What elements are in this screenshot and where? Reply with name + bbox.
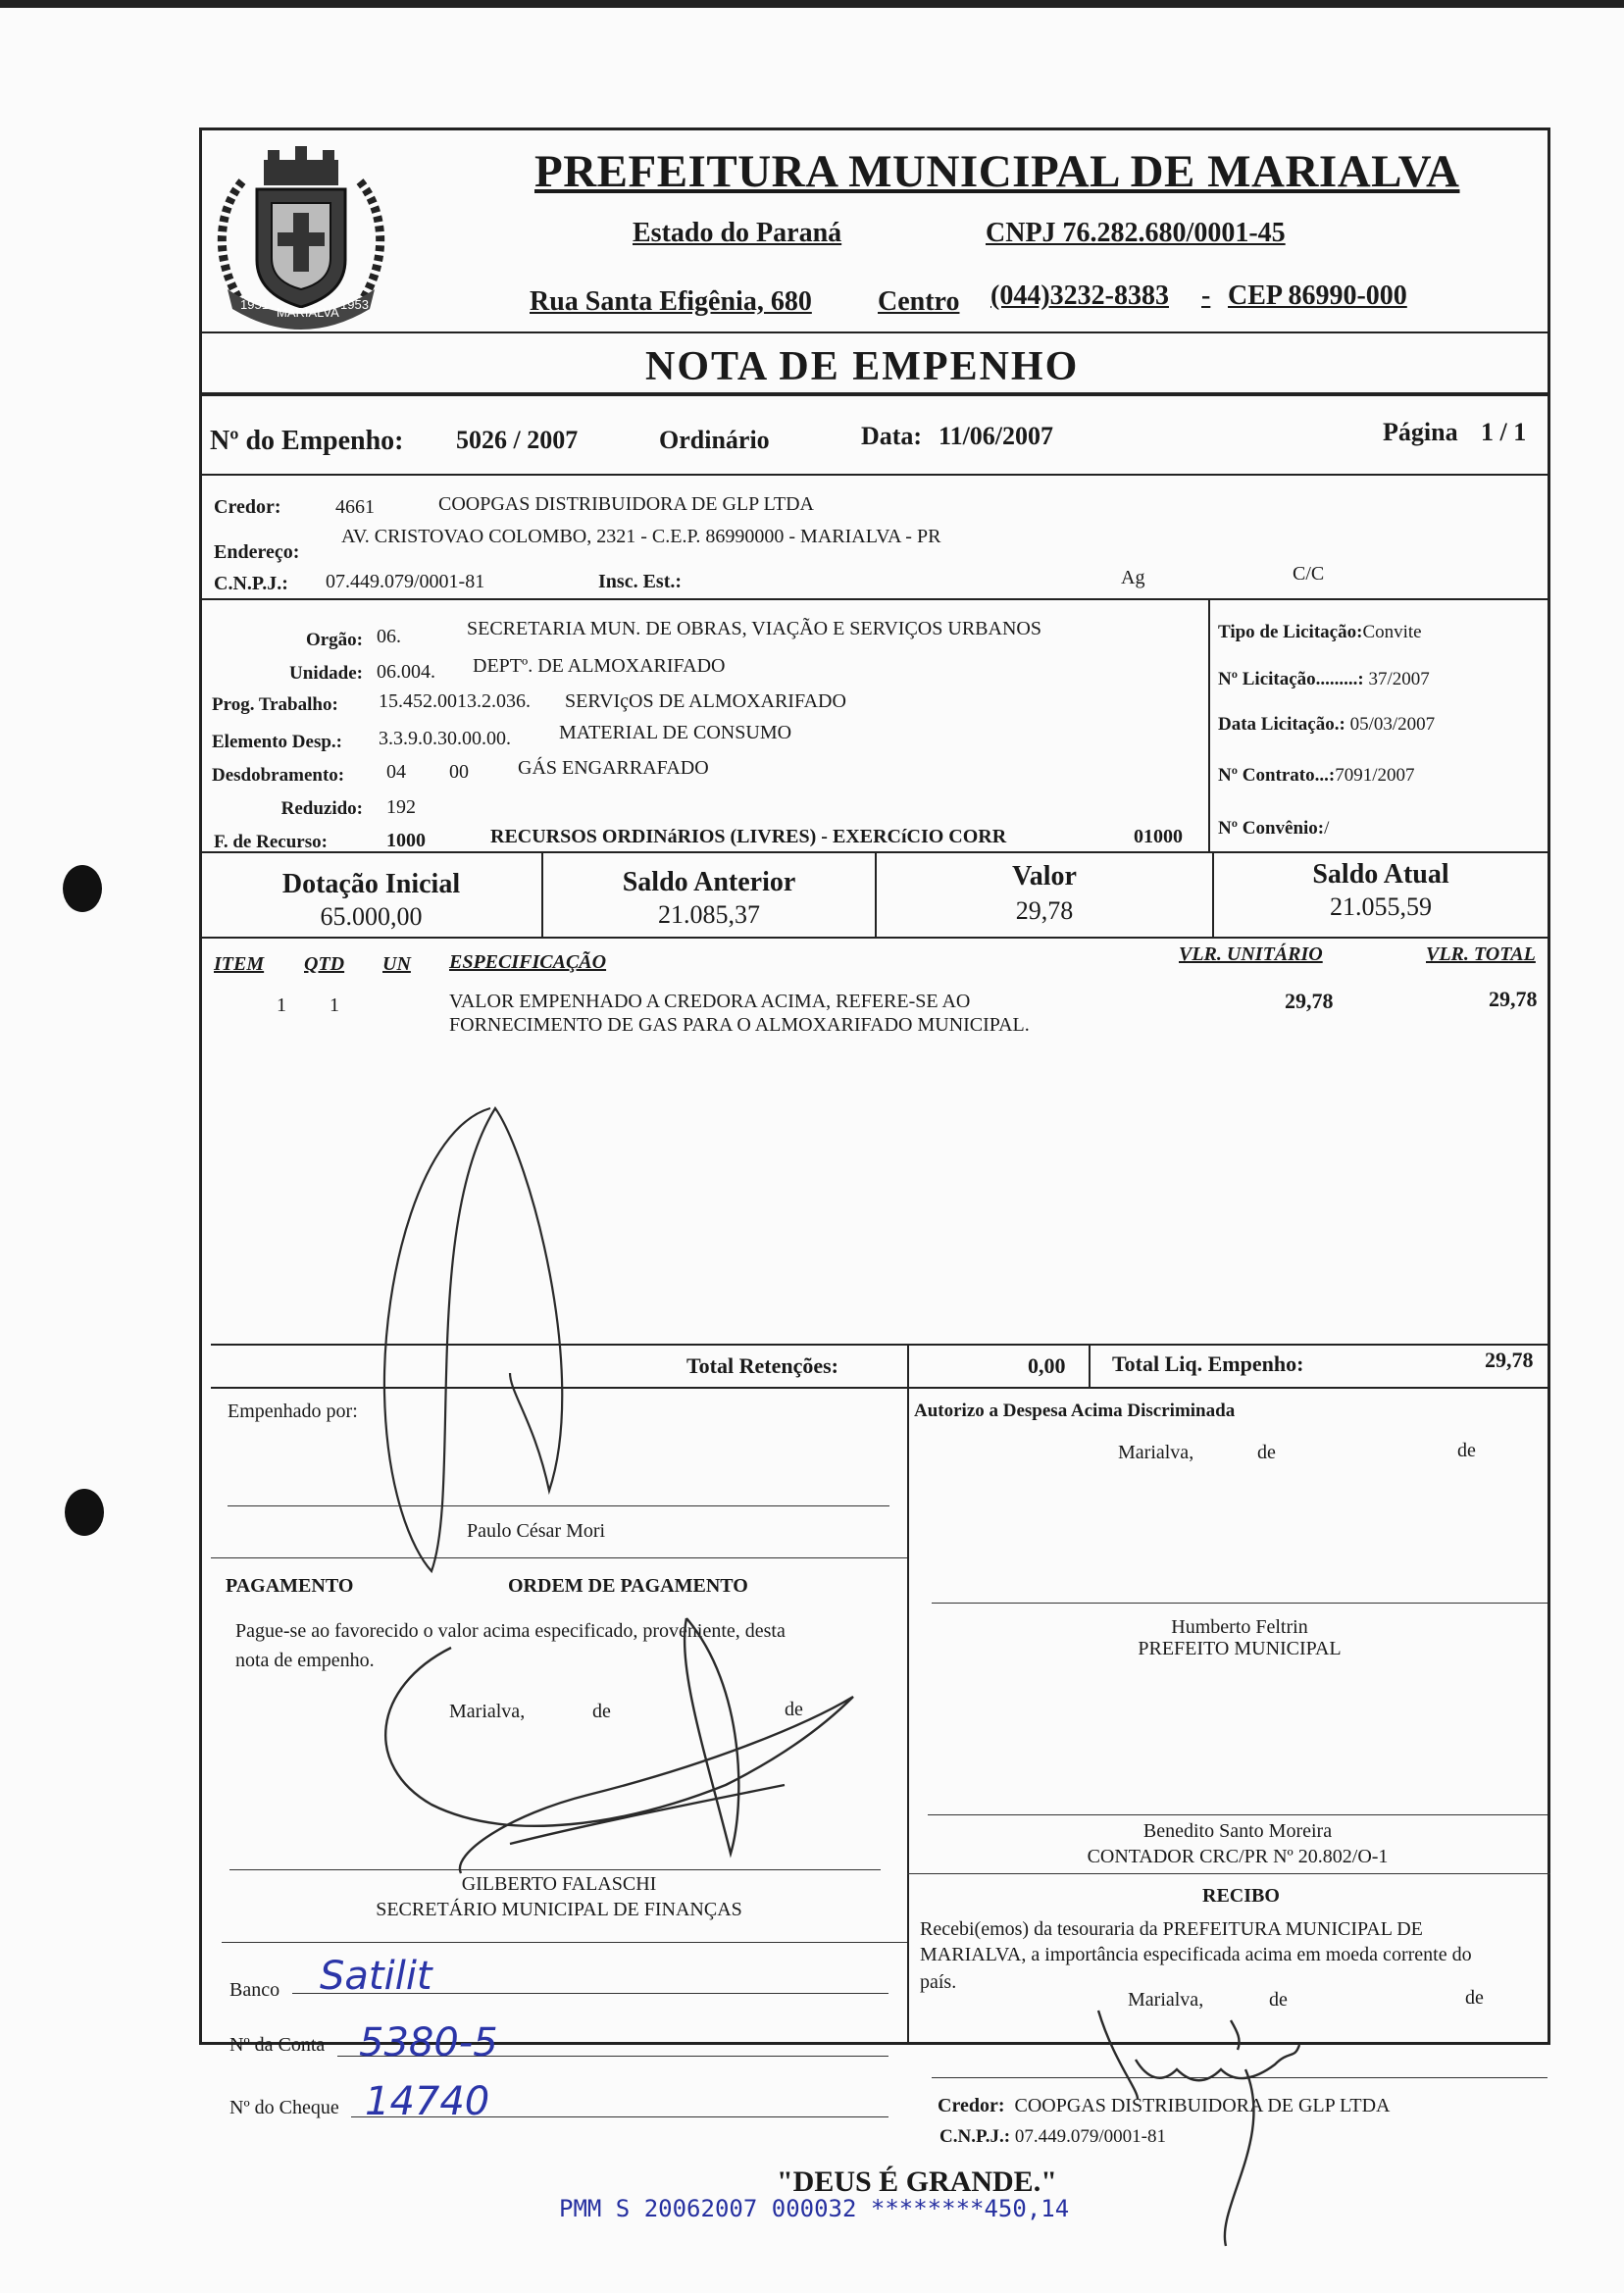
conta-label: Nº da Conta <box>229 2034 326 2056</box>
autorizo-label: Autorizo a Despesa Acima Discriminada <box>914 1401 1236 1421</box>
crest-name: MARIALVA <box>277 305 339 320</box>
header-separator: - <box>1201 280 1211 311</box>
item-numero: 1 <box>277 994 286 1016</box>
credor-nome: COOPGAS DISTRIBUIDORA DE GLP LTDA <box>438 493 814 515</box>
estado: Estado do Paraná <box>633 218 842 248</box>
unidade-descricao: DEPTº. DE ALMOXARIFADO <box>473 655 726 677</box>
prefeito-cargo: PREFEITO MUNICIPAL <box>1138 1638 1342 1659</box>
data-licitacao-valor: 05/03/2007 <box>1349 714 1436 735</box>
pagamento-de-1: de <box>592 1701 611 1722</box>
elemento-label: Elemento Desp.: <box>212 732 342 752</box>
saldo-atual-label: Saldo Atual <box>1312 859 1449 890</box>
col-vlr-unitario: VLR. UNITÁRIO <box>1179 943 1323 965</box>
endereco-prefeitura: Rua Santa Efigênia, 680 <box>530 286 812 317</box>
recibo-de-2: de <box>1465 1987 1484 2009</box>
numero-licitacao-label: Nº Licitação.........: <box>1218 669 1364 689</box>
ag-label: Ag <box>1121 567 1145 588</box>
valor: 29,78 <box>1015 896 1074 925</box>
orgao-descricao: SECRETARIA MUN. DE OBRAS, VIAÇÃO E SERVIÇOS URBANOS <box>467 618 1041 639</box>
page-title: PREFEITURA MUNICIPAL DE MARIALVA <box>534 146 1460 197</box>
pagamento-texto-l2: nota de empenho. <box>235 1650 375 1671</box>
centro: Centro <box>878 286 960 317</box>
orgao-codigo: 06. <box>377 626 401 647</box>
conta-valor: 5380-5 <box>359 2020 498 2065</box>
numero-convenio-valor: / <box>1324 818 1330 839</box>
empenhado-por-nome: Paulo César Mori <box>467 1520 606 1542</box>
endereco-label: Endereço: <box>214 541 300 563</box>
numero-empenho-label: Nº do Empenho: <box>210 426 404 456</box>
contador-cargo: CONTADOR CRC/PR Nº 20.802/O-1 <box>1087 1846 1389 1867</box>
recurso-codigo: 1000 <box>386 830 426 851</box>
contador-nome: Benedito Santo Moreira <box>1142 1820 1333 1842</box>
col-qtd: QTD <box>304 953 345 975</box>
tipo-empenho: Ordinário <box>659 426 770 454</box>
cnpj-prefeitura: CNPJ 76.282.680/0001-45 <box>986 218 1286 248</box>
recurso-label: F. de Recurso: <box>214 832 328 852</box>
ordem-pagamento-label: ORDEM DE PAGAMENTO <box>508 1575 748 1597</box>
credor-label: Credor: <box>214 496 281 518</box>
footer-motto: "DEUS É GRANDE." <box>777 2166 1057 2198</box>
saldo-anterior: 21.085,37 <box>658 900 760 929</box>
document-title: NOTA DE EMPENHO <box>645 344 1080 389</box>
total-liquido-label: Total Liq. Empenho: <box>1112 1351 1304 1376</box>
insc-label: Insc. Est.: <box>598 571 683 592</box>
col-item: ITEM <box>214 953 265 975</box>
saldo-anterior-label: Saldo Anterior <box>622 867 796 897</box>
numero-contrato-label: Nº Contrato...: <box>1218 765 1336 786</box>
autorizo-de-2: de <box>1457 1440 1476 1461</box>
col-vlr-total: VLR. TOTAL <box>1426 943 1536 965</box>
signature-recibo <box>1098 2011 1299 2246</box>
prog-trabalho-codigo: 15.452.0013.2.036. <box>379 690 531 712</box>
desdobramento-descricao: GÁS ENGARRAFADO <box>518 757 709 779</box>
pagamento-local: Marialva, <box>449 1701 526 1722</box>
recibo-de-1: de <box>1269 1989 1288 2011</box>
pagamento-label: PAGAMENTO <box>226 1575 354 1597</box>
telefone: (044)3232-8383 <box>990 280 1169 311</box>
mechanical-stamp: PMM S 20062007 000032 ********450,14 <box>559 2195 1070 2222</box>
autorizo-de-1: de <box>1257 1442 1276 1463</box>
item-especificacao-l1: VALOR EMPENHADO A CREDORA ACIMA, REFERE-SE AO <box>449 991 971 1012</box>
data-licitacao-label: Data Licitação.: <box>1218 714 1345 735</box>
cnpj-label: C.N.P.J.: <box>214 573 288 594</box>
item-vlr-total: 29,78 <box>1489 987 1538 1011</box>
dotacao-inicial-label: Dotação Inicial <box>281 869 461 899</box>
recurso-descricao: RECURSOS ORDINáRIOS (LIVRES) - EXERCíCIO CORR <box>490 826 1007 847</box>
cheque-valor: 14740 <box>365 2079 490 2124</box>
cep: CEP 86990-000 <box>1228 280 1407 311</box>
valor-label: Valor <box>1012 861 1077 892</box>
recibo-credor: COOPGAS DISTRIBUIDORA DE GLP LTDA <box>1014 2095 1391 2116</box>
cc-label: C/C <box>1293 563 1325 585</box>
recibo-local: Marialva, <box>1128 1989 1204 2011</box>
item-especificacao-l2: FORNECIMENTO DE GAS PARA O ALMOXARIFADO MUNICIPAL. <box>449 1014 1030 1036</box>
desdobramento-label: Desdobramento: <box>212 765 345 786</box>
prog-trabalho-label: Prog. Trabalho: <box>212 694 338 715</box>
col-un: UN <box>382 953 411 975</box>
reduzido: 192 <box>386 796 416 818</box>
numero-convenio-label: Nº Convênio: <box>1218 818 1325 839</box>
autorizo-local: Marialva, <box>1118 1442 1194 1463</box>
credor-cnpj: 07.449.079/0001-81 <box>326 571 485 592</box>
col-especificacao: ESPECIFICAÇÃO <box>449 951 607 973</box>
data-label: Data: <box>861 422 923 450</box>
empenhado-por-label: Empenhado por: <box>228 1401 358 1422</box>
recibo-texto-l1: Recebi(emos) da tesouraria da PREFEITURA MUNICIPAL DE <box>920 1918 1423 1940</box>
banco-label: Banco <box>229 1979 280 2001</box>
secretario-nome: GILBERTO FALASCHI <box>461 1873 657 1895</box>
numero-contrato-valor: 7091/2007 <box>1335 765 1415 786</box>
recibo-texto-l3: país. <box>920 1971 957 1993</box>
tipo-licitacao-valor: Convite <box>1362 622 1422 642</box>
numero-licitacao-valor: 37/2007 <box>1368 669 1430 689</box>
orgao-label: Orgão: <box>305 630 363 650</box>
crest-year-left: 1951 <box>240 297 269 312</box>
pagamento-texto-l1: Pague-se ao favorecido o valor acima especificado, proveniente, desta <box>235 1620 786 1642</box>
recurso-codigo-2: 01000 <box>1134 826 1183 847</box>
pagina: 1 / 1 <box>1481 418 1527 446</box>
prefeito-nome: Humberto Feltrin <box>1171 1616 1308 1638</box>
elemento-descricao: MATERIAL DE CONSUMO <box>559 722 792 743</box>
unidade-codigo: 06.004. <box>377 661 435 683</box>
recibo-label: RECIBO <box>1202 1885 1280 1907</box>
pagina-label: Página <box>1383 418 1458 446</box>
credor-endereco: AV. CRISTOVAO COLOMBO, 2321 - C.E.P. 86990000 - MARIALVA - PR <box>341 526 941 547</box>
recibo-credor-label: Credor: <box>938 2095 1005 2116</box>
data-empenho: 11/06/2007 <box>939 422 1054 450</box>
dotacao-inicial: 65.000,00 <box>320 902 423 931</box>
unidade-label: Unidade: <box>289 663 363 684</box>
secretario-cargo: SECRETÁRIO MUNICIPAL DE FINANÇAS <box>376 1899 742 1920</box>
desdobramento-codigo-2: 00 <box>449 761 469 783</box>
elemento-codigo: 3.3.9.0.30.00.00. <box>379 728 511 749</box>
item-vlr-unitario: 29,78 <box>1285 989 1334 1013</box>
desdobramento-codigo-1: 04 <box>386 761 406 783</box>
total-liquido: 29,78 <box>1485 1348 1534 1372</box>
prog-trabalho-descricao: SERVIçOS DE ALMOXARIFADO <box>565 690 846 712</box>
numero-empenho: 5026 / 2007 <box>456 426 579 454</box>
saldo-atual: 21.055,59 <box>1330 892 1432 921</box>
pagamento-de-2: de <box>785 1699 803 1720</box>
crest-year-right: 1953 <box>340 297 369 312</box>
signature-empenhado <box>384 1108 562 1571</box>
recibo-texto-l2: MARIALVA, a importância especificada acima em moeda corrente do <box>920 1944 1472 1965</box>
signature-secretario <box>385 1618 853 1873</box>
banco-valor: Satilit <box>320 1954 432 1999</box>
reduzido-label: Reduzido: <box>280 798 363 819</box>
recibo-cnpj: 07.449.079/0001-81 <box>1014 2126 1166 2147</box>
cheque-label: Nº do Cheque <box>229 2097 339 2118</box>
item-qtd: 1 <box>330 994 339 1016</box>
credor-codigo: 4661 <box>335 496 375 518</box>
total-retencoes-label: Total Retenções: <box>686 1353 838 1378</box>
total-retencoes: 0,00 <box>1028 1353 1066 1378</box>
tipo-licitacao-label: Tipo de Licitação: <box>1218 622 1363 642</box>
recibo-cnpj-label: C.N.P.J.: <box>939 2126 1011 2147</box>
